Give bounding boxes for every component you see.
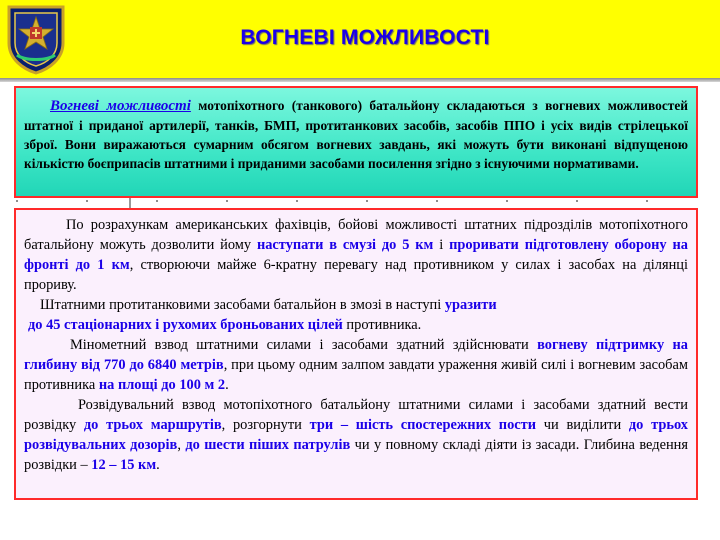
highlight-span: до трьох розвідувальних дозорів <box>24 417 688 453</box>
highlight-span: вогневу підтримку на глибину від 770 до 6840 метрів <box>24 337 689 373</box>
paragraph-antitank <box>24 295 688 315</box>
summary-text: мотопіхотного (танкового) батальйону складаються з вогневих можливостей штатної і приданої артилерії, танків, БМП, протитанкових засобів, засобів ППО і усіх видів стрілецької зброї. Вони виражаються сумарним обсягом вогневих завдань, які можуть бути виконані відпущеною кількістю боєприпасів штатними і приданими засобами посилення згідно з існуючими нормативами. <box>24 98 689 171</box>
summary-lead-text: Вогневі можливості <box>50 98 191 114</box>
details-box <box>14 208 698 500</box>
summary-box <box>14 86 698 198</box>
text-span: Мінометний взвод штатними силами і засобами здатний здійснювати <box>70 337 538 353</box>
header-divider <box>0 78 720 82</box>
text-span: Розвідувальний взвод мотопіхотного батальйону штатними силами і засобами здатний вести розвідку <box>24 397 688 433</box>
text-span: , розгорнути <box>221 417 310 433</box>
page-title: ВОГНЕВІ МОЖЛИВОСТІ <box>240 26 490 49</box>
paragraph-offensive <box>24 215 688 295</box>
paragraph-recon <box>24 395 688 475</box>
text-span: Штатними протитанковими засобами батальйон в змозі в наступі <box>40 297 445 313</box>
highlight-span: наступати в смузі до 5 км <box>256 237 434 253</box>
highlight-span: проривати підготовлену оборону на фронті до 1 км <box>24 237 688 273</box>
text-span: , <box>177 437 186 453</box>
text-span: , створюючи майже 6-кратну перевагу над противником у силах і засобах на ділянці прориву. <box>24 257 688 293</box>
text-span: По розрахункам американських фахівців, бойові можливості штатних підрозділів мотопіхотного батальйону можуть дозволити йому <box>24 217 688 253</box>
highlight-span: три – шість спостережних пости <box>309 417 537 433</box>
highlight-span: до трьох маршрутів <box>83 417 222 433</box>
summary-lead <box>24 98 191 114</box>
text-span: . <box>156 457 160 473</box>
paragraph-antitank-targets <box>24 315 688 335</box>
highlight-span: до шести піших патрулів <box>185 437 351 453</box>
highlight-span: уразити <box>444 297 497 313</box>
military-shield-emblem-icon <box>3 3 69 75</box>
paragraph-mortar <box>24 335 688 395</box>
text-span: . <box>225 377 229 393</box>
highlight-span: до 45 стаціонарних і рухомих броньованих цілей <box>28 317 343 333</box>
text-span: противника. <box>342 317 422 333</box>
highlight-span: на площі до 100 м 2 <box>98 377 226 393</box>
text-span: , при цьому одним залпом завдати ураження живій силі і вогневим засобам противника <box>24 357 688 393</box>
text-span: і <box>433 237 450 253</box>
text-span: чи у повному складі діяти із засади. Глибина ведення розвідки – <box>24 437 688 473</box>
highlight-span: 12 – 15 км <box>91 457 157 473</box>
text-span: чи виділити <box>536 417 629 433</box>
header-bar <box>0 0 720 78</box>
